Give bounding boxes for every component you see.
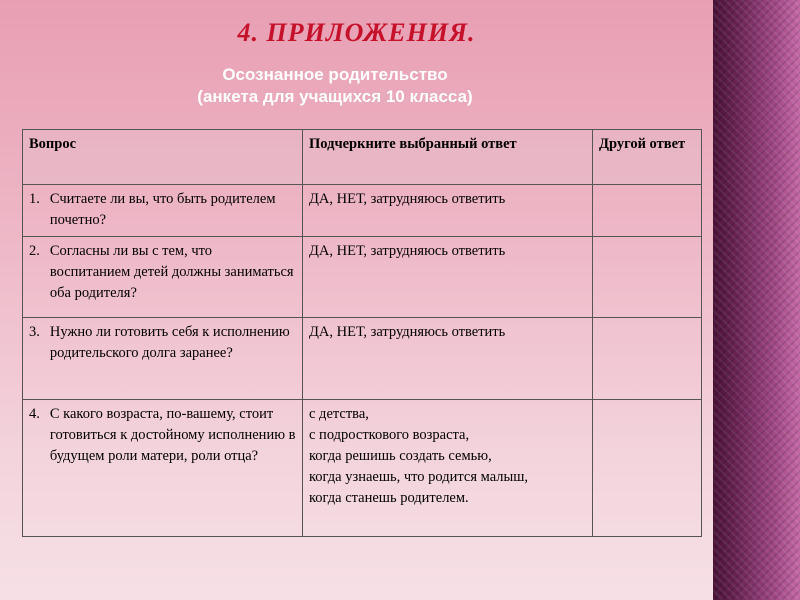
question-number: 4. — [29, 406, 40, 422]
survey-table — [22, 129, 702, 537]
header-other-answer: Другой ответ — [593, 130, 702, 185]
question-cell — [23, 185, 303, 237]
answer-options[interactable]: ДА, НЕТ, затрудняюсь ответить — [309, 243, 506, 259]
subtitle-line-2: (анкета для учащихся 10 класса) — [197, 87, 473, 106]
question-cell — [23, 400, 303, 537]
answer-option-3[interactable]: когда решишь создать семью, — [309, 448, 492, 464]
question-text: Нужно ли готовить себя к исполнению родительского долга заранее? — [49, 324, 290, 361]
answer-cell — [303, 185, 593, 237]
table-row — [23, 237, 702, 318]
answer-option-5[interactable]: когда станешь родителем. — [309, 490, 469, 506]
subtitle-line-1: Осознанное родительство — [222, 65, 448, 84]
answer-options[interactable]: ДА, НЕТ, затрудняюсь ответить — [309, 191, 506, 207]
header-question: Вопрос — [23, 130, 303, 185]
answer-option-2[interactable]: с подросткового возраста, — [309, 427, 470, 443]
other-answer-cell[interactable] — [593, 185, 702, 237]
other-answer-cell[interactable] — [593, 400, 702, 537]
slide-subtitle — [0, 64, 670, 108]
question-text: Согласны ли вы с тем, что воспитанием детей должны заниматься оба родителя? — [49, 243, 294, 301]
other-answer-cell[interactable] — [593, 318, 702, 400]
answer-cell — [303, 237, 593, 318]
question-number: 2. — [29, 243, 40, 259]
question-text: Считаете ли вы, что быть родителем почетно? — [49, 191, 276, 228]
question-number: 3. — [29, 324, 40, 340]
header-answer: Подчеркните выбранный ответ — [303, 130, 593, 185]
question-text: С какого возраста, по-вашему, стоит готовиться к достойному исполнению в будущем роли матери, роли отца? — [49, 406, 296, 464]
answer-cell — [303, 318, 593, 400]
question-cell — [23, 318, 303, 400]
slide-title: 4. ПРИЛОЖЕНИЯ. — [237, 18, 476, 47]
answer-cell — [303, 400, 593, 537]
answer-option-1[interactable]: с детства, — [309, 406, 369, 422]
question-number: 1. — [29, 191, 40, 207]
table-header-row — [23, 130, 702, 185]
table-row — [23, 400, 702, 537]
decorative-side-band — [713, 0, 800, 600]
table-row — [23, 318, 702, 400]
table-row — [23, 185, 702, 237]
other-answer-cell[interactable] — [593, 237, 702, 318]
answer-options[interactable]: ДА, НЕТ, затрудняюсь ответить — [309, 324, 506, 340]
answer-option-4[interactable]: когда узнаешь, что родится малыш, — [309, 469, 529, 485]
question-cell — [23, 237, 303, 318]
